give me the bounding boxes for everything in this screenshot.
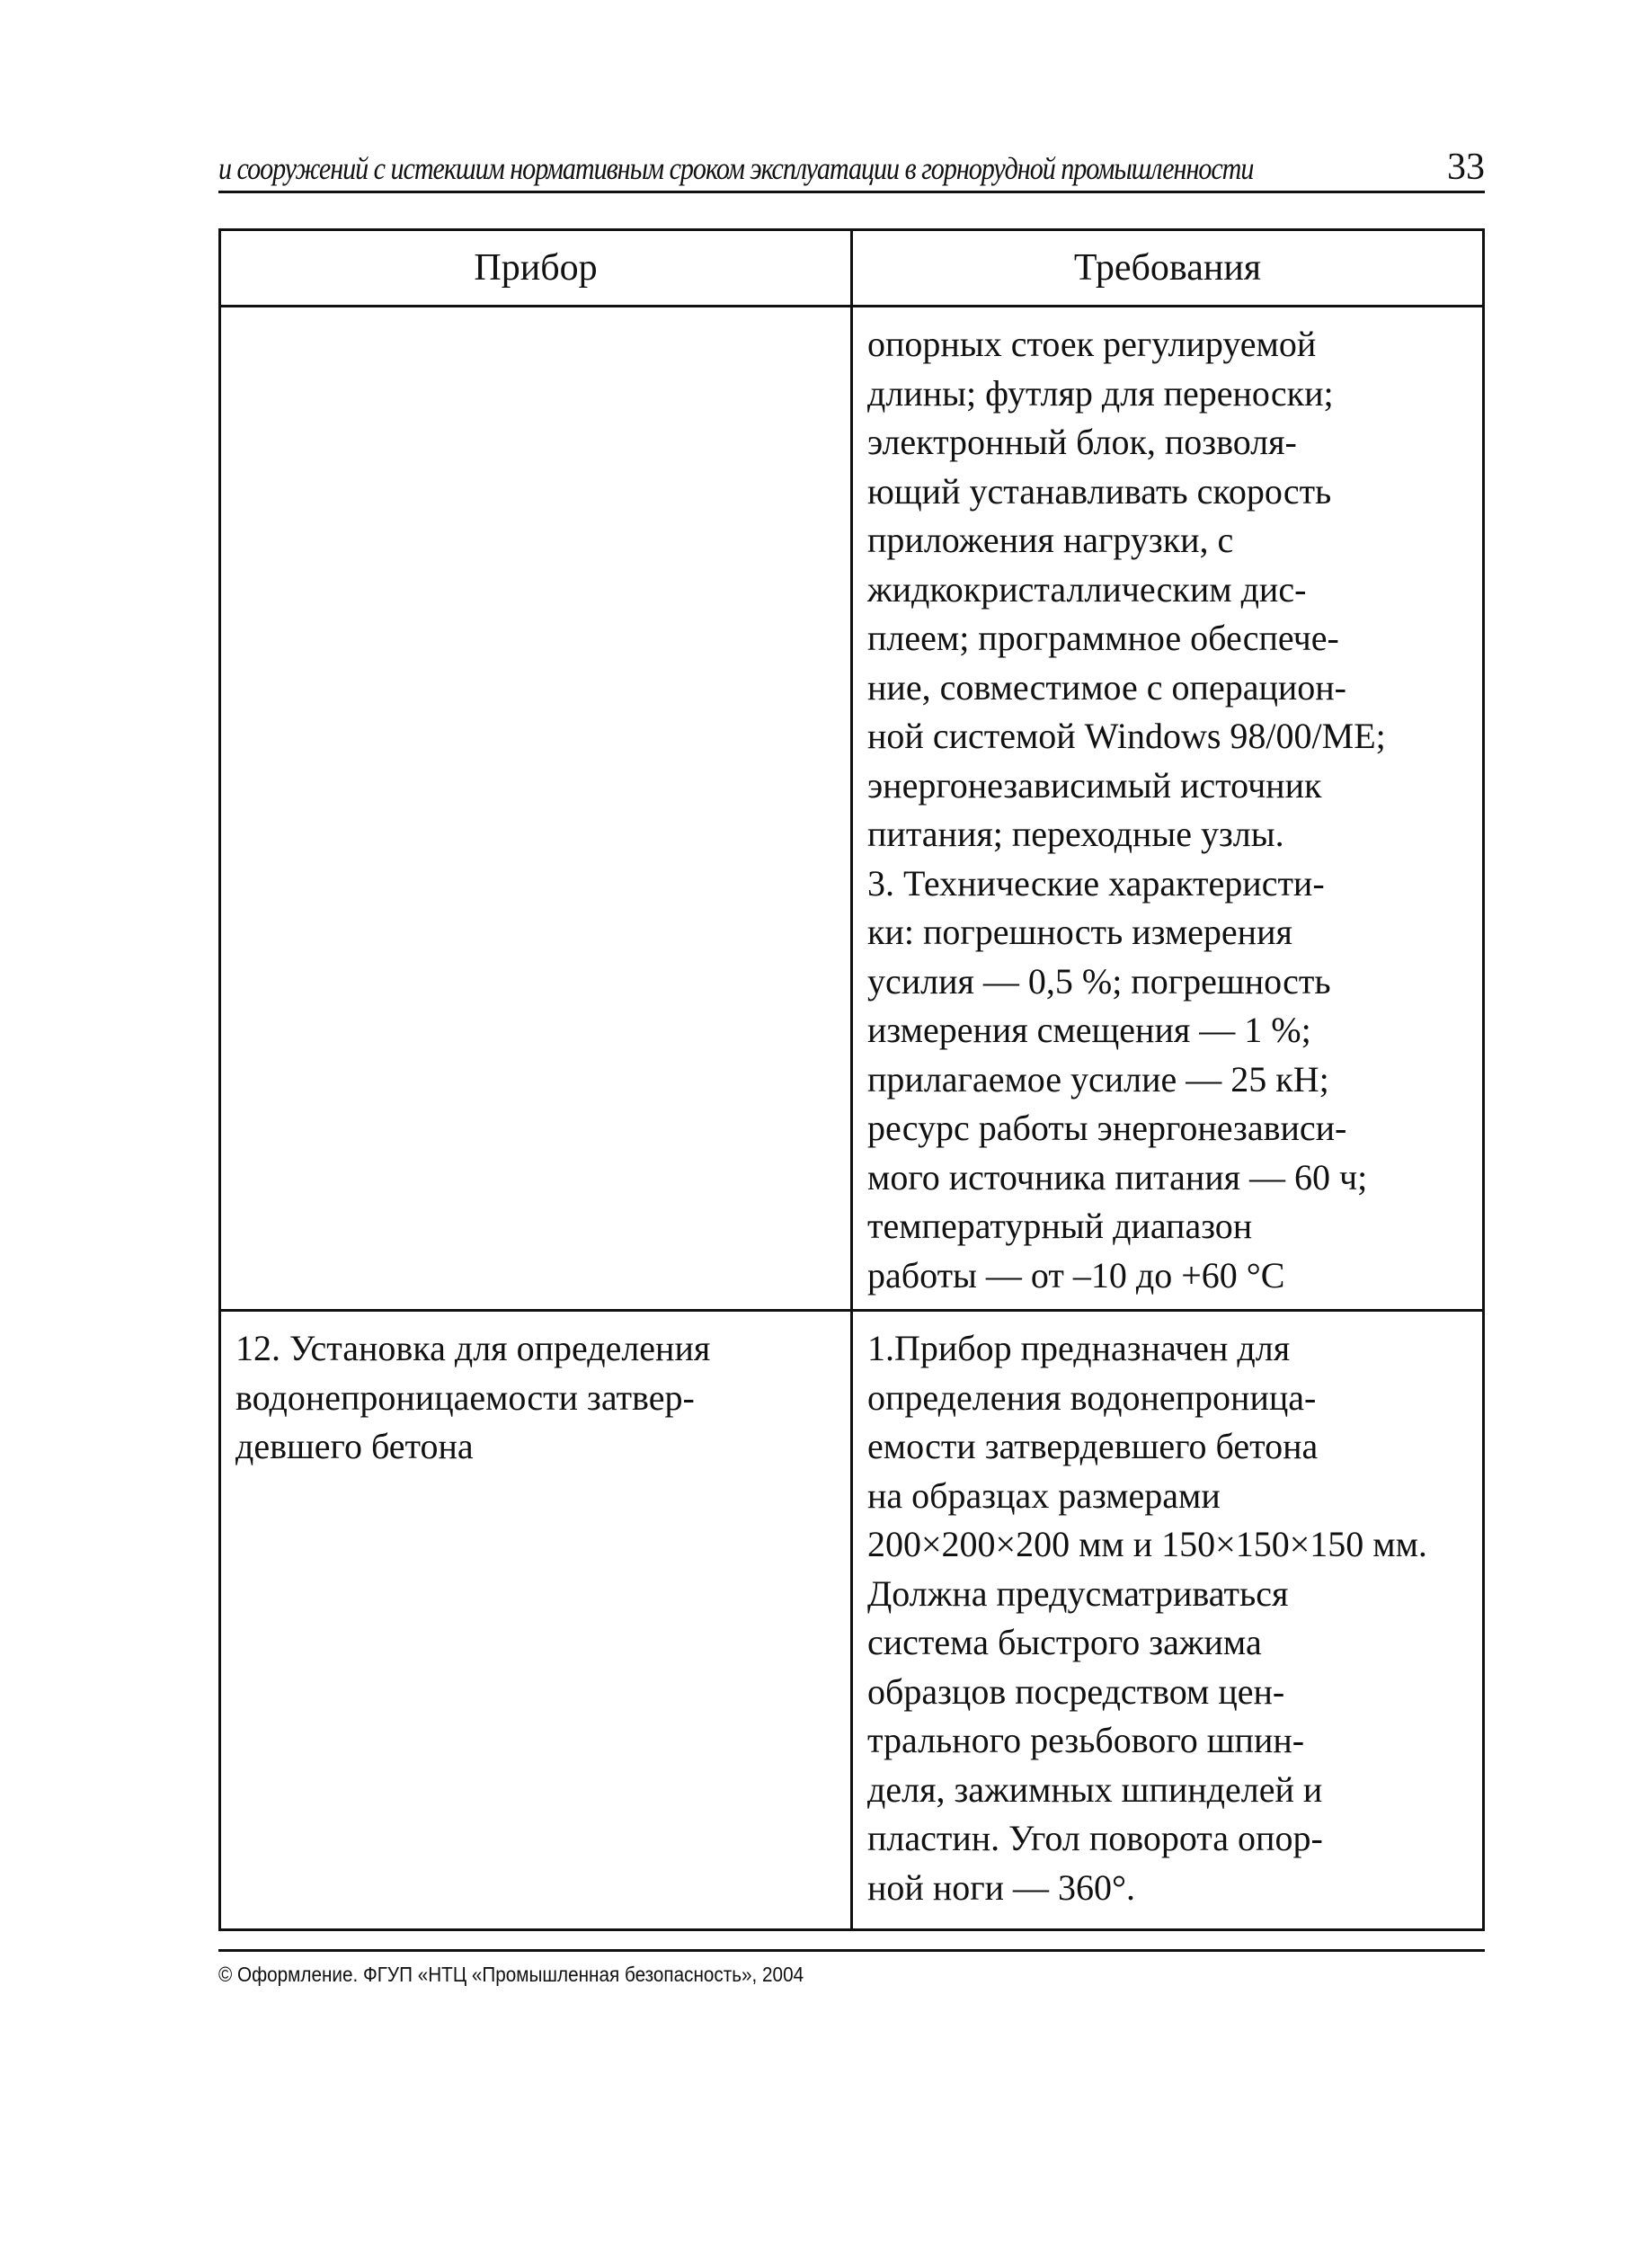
page-number: 33: [1447, 147, 1485, 188]
requirements-text-line: приложения нагрузки, с: [867, 520, 1234, 560]
requirements-text-line: пластин. Угол поворота опор-: [867, 1818, 1323, 1858]
requirements-text-line: электронный блок, позволя-: [867, 422, 1297, 462]
requirements-text-line: жидкокристаллическим дис-: [867, 568, 1307, 610]
requirements-text-line: система быстрого зажима: [867, 1622, 1262, 1662]
table-row: [220, 1311, 1484, 1930]
requirements-text-line: емости затвердевшего бетона: [867, 1426, 1319, 1466]
requirements-text-line: ной ноги — 360°.: [867, 1866, 1136, 1908]
requirements-text-line: образцов посредством цен-: [867, 1670, 1285, 1712]
requirements-text-line: энергонезависимый источник: [867, 764, 1322, 806]
requirements-text-line: 200×200×200 мм и 150×150×150 мм.: [867, 1524, 1427, 1564]
requirements-text-line: на образцах размерами: [867, 1474, 1221, 1516]
device-cell: [220, 1311, 852, 1930]
requirements-text-line: прилагаемое усилие — 25 кН;: [867, 1058, 1329, 1100]
requirements-table: [218, 228, 1485, 1931]
requirements-text-line: усилия — 0,5 %; погрешность: [867, 960, 1331, 1002]
requirements-text-line: работы — от –10 до +60 °С: [867, 1254, 1285, 1296]
requirements-text-line: ние, совместимое с операцион-: [867, 666, 1346, 708]
requirements-text-line: измерения смещения — 1 %;: [867, 1010, 1311, 1050]
requirements-text-line: 3. Технические характеристи-: [867, 862, 1325, 904]
table-row: [220, 307, 1484, 1311]
requirements-text-line: Должна предусматриваться: [867, 1572, 1289, 1614]
table-header-row: [220, 230, 1484, 307]
requirements-cell: [852, 1311, 1484, 1930]
header-requirements: Требования: [852, 230, 1484, 307]
header-device: Прибор: [220, 230, 852, 307]
running-title: и сооружений с истекшим нормативным сроком эксплуатации в горнорудной промышленности: [218, 151, 1254, 186]
requirements-text-line: длины; футляр для переноски;: [867, 372, 1334, 414]
requirements-text-line: ной системой Windows 98/00/ME;: [867, 716, 1386, 756]
footer: [218, 1949, 1485, 1987]
requirements-text-line: питания; переходные узлы.: [867, 814, 1284, 854]
requirements-text-line: ющий устанавливать скорость: [867, 470, 1332, 512]
device-text-line: 12. Установка для определения: [235, 1328, 711, 1368]
requirements-text-line: определения водонепроница-: [867, 1376, 1317, 1418]
requirements-text-line: опорных стоек регулируемой: [867, 324, 1317, 364]
requirements-text-line: температурный диапазон: [867, 1206, 1253, 1246]
requirements-cell: [852, 307, 1484, 1311]
device-text-line: девшего бетона: [235, 1426, 474, 1466]
running-header: [218, 147, 1485, 193]
requirements-text-line: ресурс работы энергонезависи-: [867, 1108, 1347, 1148]
device-text-line: водонепроницаемости затвер-: [235, 1376, 695, 1418]
copyright-text: © Оформление. ФГУП «НТЦ «Промышленная безопасность», 2004: [218, 1963, 804, 1986]
requirements-text-line: трального резьбового шпин-: [867, 1720, 1305, 1760]
requirements-text-line: ки: погрешность измерения: [867, 912, 1292, 952]
requirements-text-line: деля, зажимных шпинделей и: [867, 1768, 1323, 1810]
requirements-text-line: плеем; программное обеспече-: [867, 618, 1339, 658]
requirements-text-line: мого источника питания — 60 ч;: [867, 1156, 1368, 1198]
requirements-text-line: 1.Прибор предназначен для: [867, 1328, 1291, 1368]
device-cell: [220, 307, 852, 1311]
